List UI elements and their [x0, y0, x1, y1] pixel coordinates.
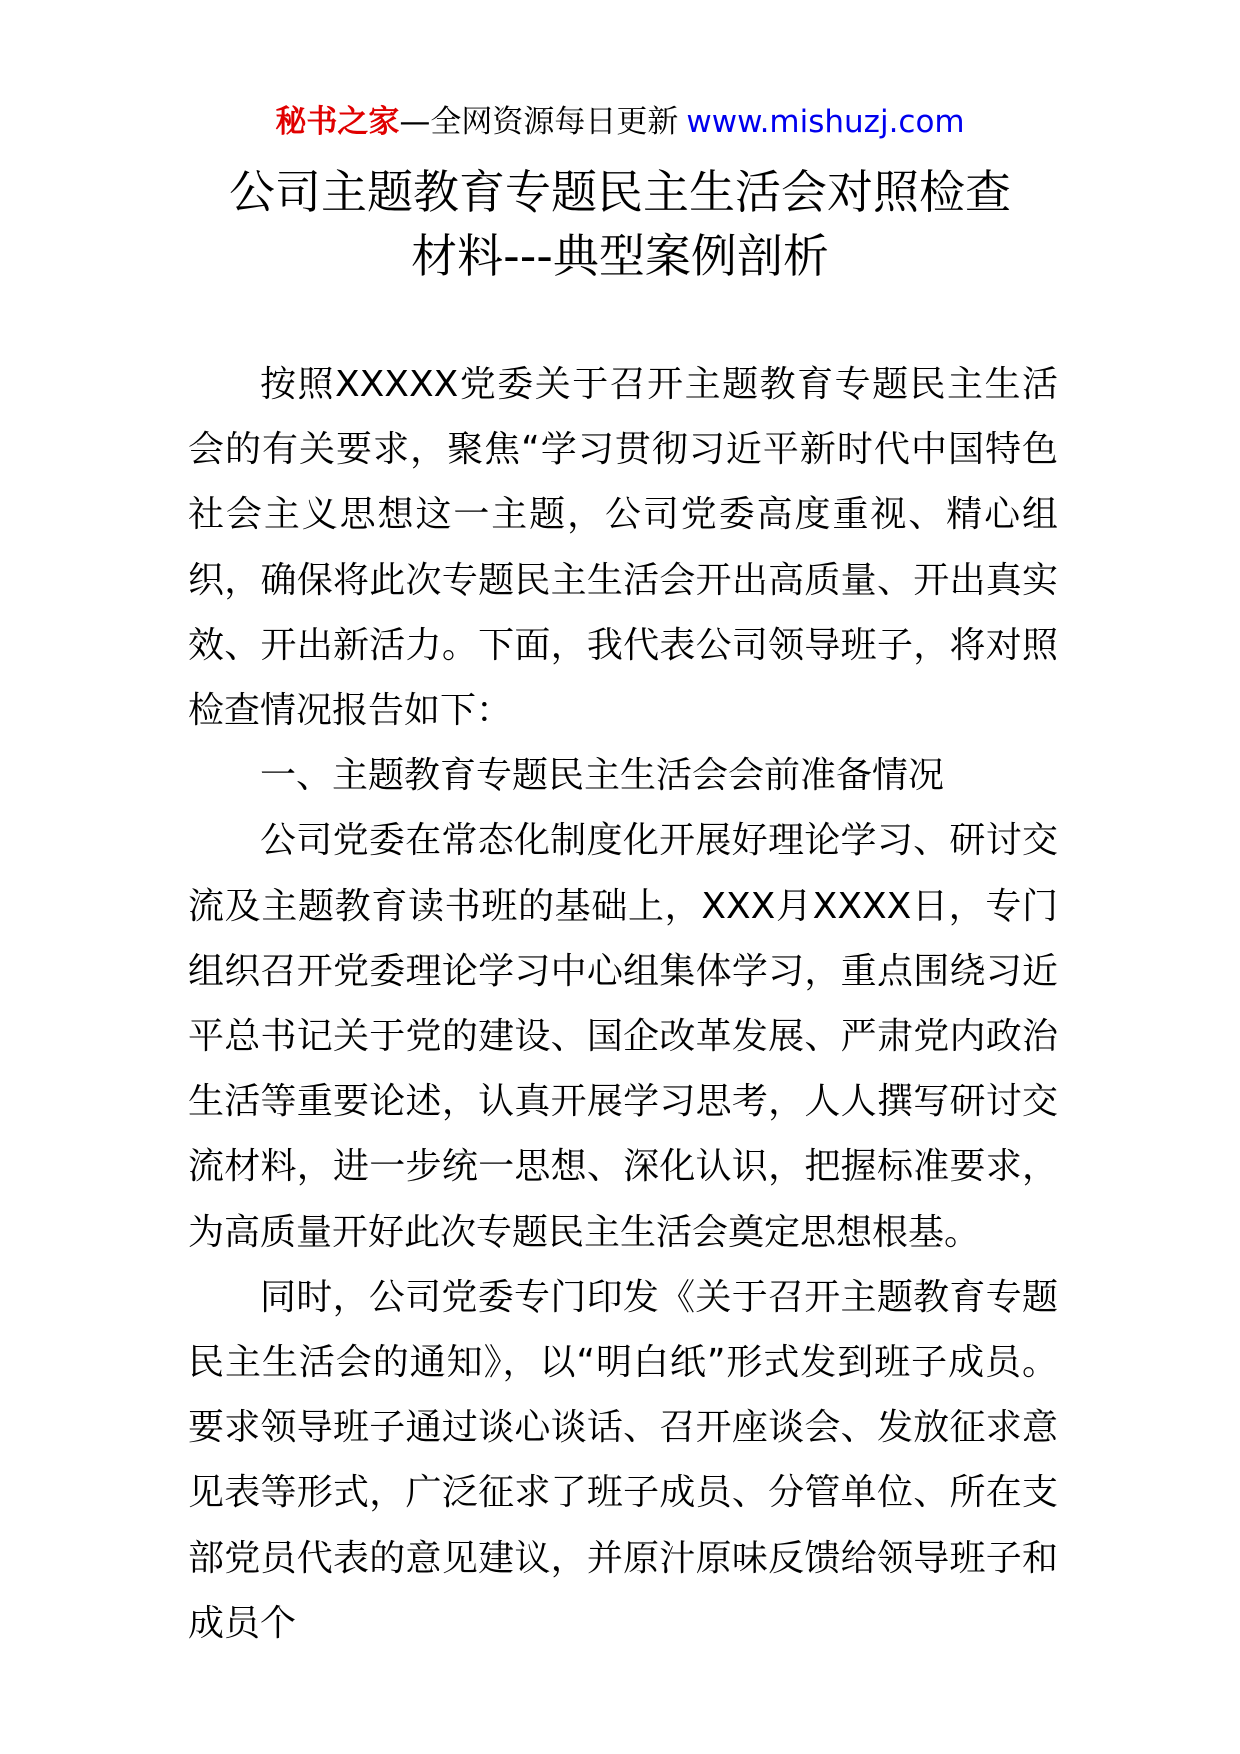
- document-title: [100, 160, 1140, 288]
- body-paragraph: 同时，公司党委专门印发《关于召开主题教育专题民主生活会的通知》，以“明白纸”形式发到班子成员。要求领导班子通过谈心谈话、召开座谈会、发放征求意见表等形式，广泛征求了班子成员、分管单位、所在支部党员代表的意见建议，并原汁原味反馈给领导班子和成员个: [188, 1276, 1058, 1644]
- document-body: [188, 352, 1058, 1656]
- intro-paragraph: 按照XXXXX党委关于召开主题教育专题民主生活会的有关要求，聚焦“学习贯彻习近平新时代中国特色社会主义思想这一主题，公司党委高度重视、精心组织，确保将此次专题民主生活会开出高质量、开出真实效、开出新活力。下面，我代表公司领导班子，将对照检查情况报告如下：: [188, 364, 1058, 732]
- site-url-link[interactable]: www.mishuzj.com: [686, 104, 965, 140]
- title-line-1: 公司主题教育专题民主生活会对照检查: [229, 165, 1011, 219]
- header-tagline: —全网资源每日更新: [399, 104, 679, 140]
- brand-name: 秘书之家: [275, 104, 400, 140]
- section-heading: 一、主题教育专题民主生活会会前准备情况: [260, 755, 945, 797]
- site-header: [0, 100, 1240, 144]
- body-paragraph: 公司党委在常态化制度化开展好理论学习、研讨交流及主题教育读书班的基础上，XXX月XXXX日，专门组织召开党委理论学习中心组集体学习，重点围绕习近平总书记关于党的建设、国企改革发展、严肃党内政治生活等重要论述，认真开展学习思考，人人撰写研讨交流材料，进一步统一思想、深化认识，把握标准要求，为高质量开好此次专题民主生活会奠定思想根基。: [188, 820, 1058, 1253]
- title-line-2: 材料---典型案例剖析: [411, 229, 829, 283]
